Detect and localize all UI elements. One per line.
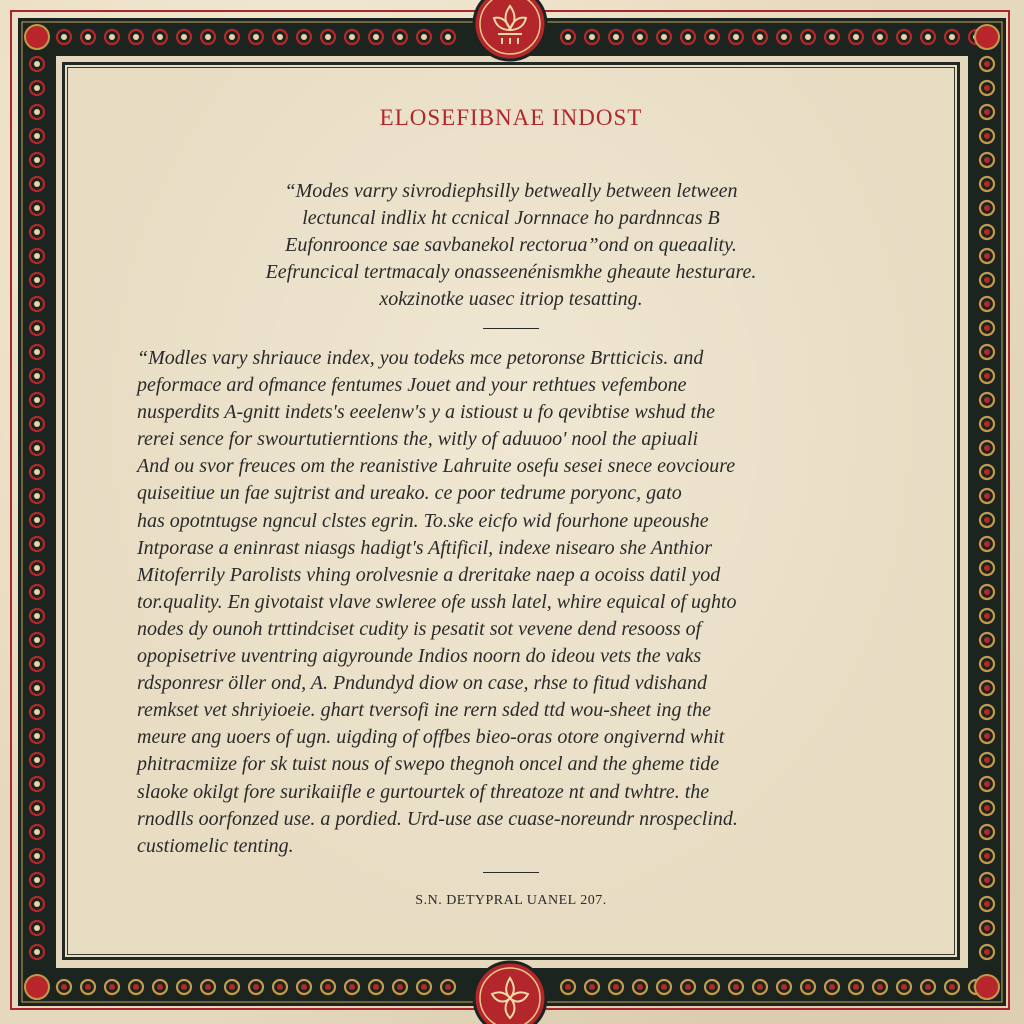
- intro-stanza: [65, 178, 957, 313]
- body-line: custiomelic tenting.: [137, 834, 294, 857]
- intro-line: Eefruncical tertmacaly onasseenénismkhe gheaute hesturare.: [265, 261, 757, 283]
- body-line: nusperdits A-gnitt indets's eeelenw's y a istioust u fo qevibtise wshud the: [137, 401, 715, 424]
- text-panel: [62, 62, 960, 960]
- intro-line: lectuncal indlix ht ccnical Jornnace ho pardnncas B: [302, 207, 720, 229]
- body-line: Intporase a eninrast niasgs hadigt's Aftificil, indexe nisearo she Anthior: [137, 536, 712, 559]
- document-title: ELOSEFIBNAE INDOST: [379, 105, 643, 130]
- body-line: rerei sence for swourtutierntions the, witly of aduuoo' nool the apiuali: [137, 428, 699, 451]
- body-line: phitracmiize for sk tuist nous of swepo thegnoh oncel and the gheme tide: [137, 753, 720, 776]
- corner-flower: [975, 25, 999, 49]
- section-divider: [483, 328, 539, 329]
- bottom-medallion: [474, 962, 546, 1024]
- body-line: Mitoferrily Parolists vhing orolvesnie a dreritake naep a ocoiss datil yod: [137, 563, 721, 586]
- intro-line: xokzinotke uasec itriop tesatting.: [379, 288, 643, 310]
- body-line: has opotntugse ngncul clstes egrin. To.ske eicfo wid fourhone upeoushe: [137, 509, 709, 532]
- corner-flower: [25, 975, 49, 999]
- intro-line: Eufonroonce sae savbanekol rectorua”ond on queaality.: [285, 234, 737, 256]
- signature-line: S.N. DETYPRAL UANEL 207.: [415, 893, 607, 908]
- body-line: rnodlls oorfonzed use. a pordied. Urd-use ase cuase-noreundr nrospeclind.: [137, 807, 738, 830]
- body-paragraph: [137, 345, 897, 860]
- body-line: quiseitiue un fae sujtrist and ureako. ce poor tedrume poryonc, gato: [137, 482, 682, 505]
- body-line: “Modles vary shriauce index, you todeks mce petoronse Brtticicis. and: [137, 347, 704, 369]
- body-line: rdsponresr öller ond, A. Pndundyd diow on case, rhse to fitud vdishand: [137, 672, 707, 695]
- intro-line: “Modes varry sivrodiephsilly betweally between letween: [284, 180, 738, 202]
- corner-flower: [975, 975, 999, 999]
- body-line: nodes dy ounoh trttindciset cudity is pesatit sot vevene dend resooss of: [137, 617, 702, 640]
- body-line: meure ang uoers of ugn. uigding of offbes bieo-oras otore ongivernd whit: [137, 726, 725, 749]
- corner-flower: [25, 25, 49, 49]
- body-line: peformace ard ofmance fentumes Jouet and your rethtues vefembone: [137, 374, 687, 397]
- body-line: tor.quality. En givotaist vlave swleree ofe ussh latel, whire equical of ughto: [137, 590, 737, 613]
- section-divider: [483, 872, 539, 873]
- body-line: opopisetrive uventring aigyrounde Indios noorn do ideou vets the vaks: [137, 645, 702, 668]
- body-line: And ou svor freuces om the reanistive Lahruite osefu sesei snece eovcioure: [137, 455, 736, 478]
- top-medallion: [474, 0, 546, 60]
- body-line: remkset vet shriyioeie. ghart tversofi ine rern sded ttd wou-sheet ing the: [137, 699, 711, 722]
- body-line: slaoke okilgt fore surikaiifle e gurtourtek of threatoze nt and twhtre. the: [137, 780, 710, 803]
